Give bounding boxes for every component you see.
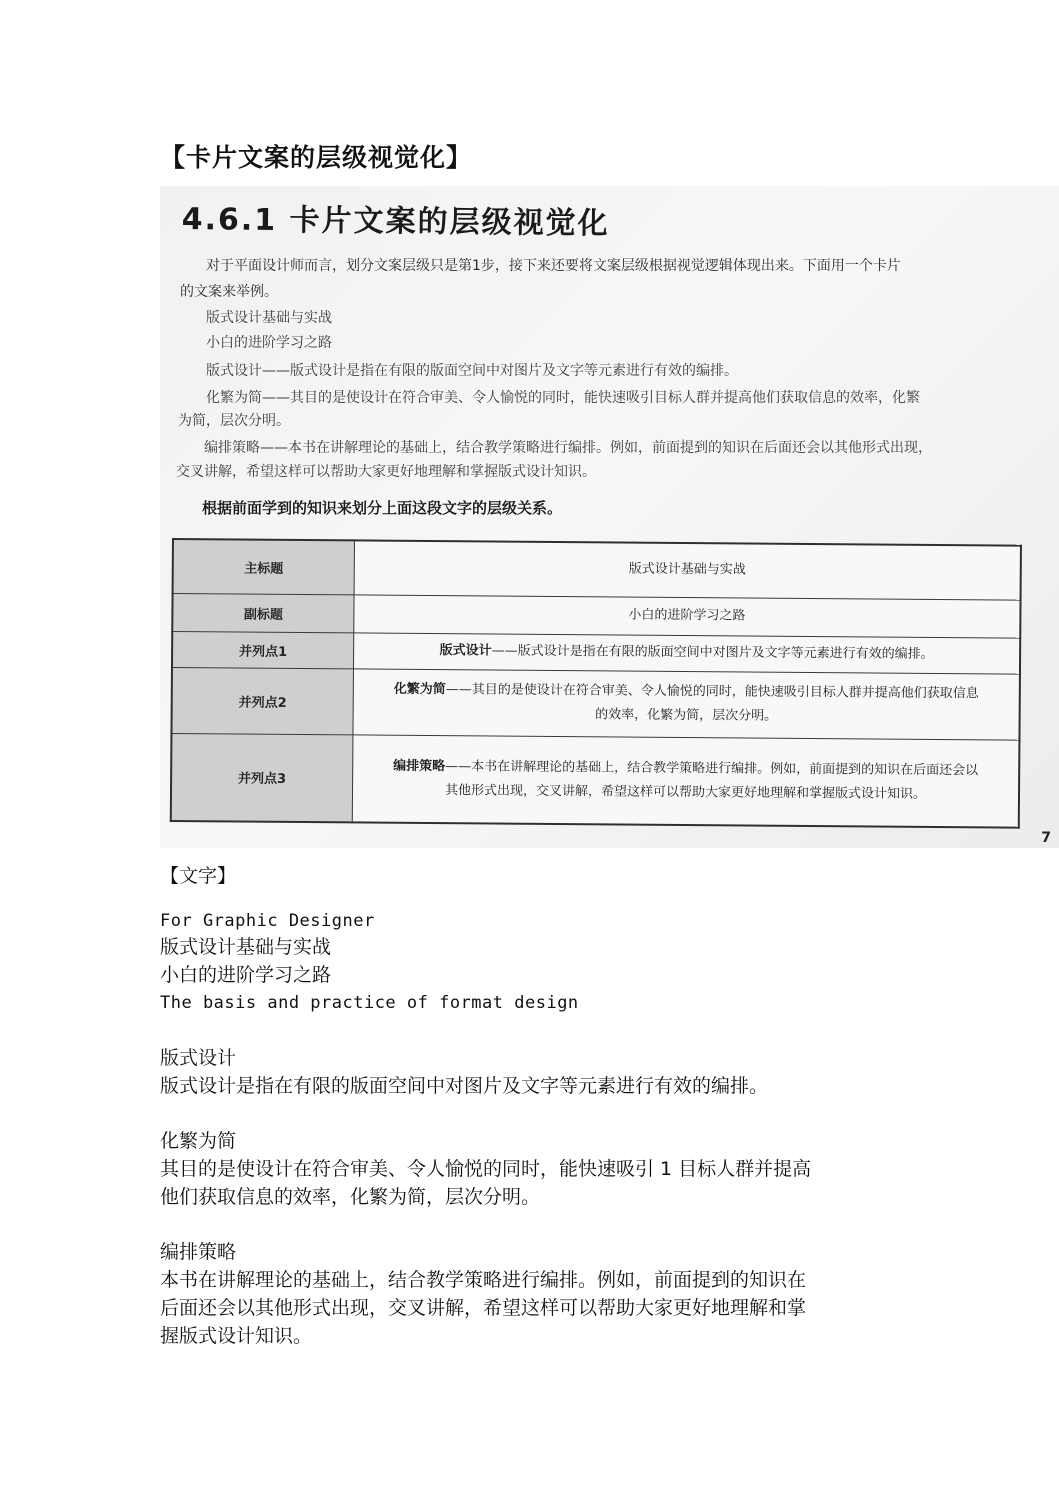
table-row (172, 593, 1020, 638)
item-3-body-line-2: 后面还会以其他形式出现，交叉讲解，希望这样可以帮助大家更好地理解和掌 (160, 1297, 807, 1319)
item-1-title: 版式设计 (160, 1047, 237, 1069)
list-point-1: 版式设计——版式设计是指在有限的版面空间中对图片及文字等元素进行有效的编排。 (206, 363, 738, 379)
item-2-body-line-1: 其目的是使设计在符合审美、令人愉悦的同时，能快速吸引 1 目标人群并提高 (160, 1158, 812, 1180)
row-value (352, 734, 1019, 827)
list-point-3-line-2: 交叉讲解，希望这样可以帮助大家更好地理解和掌握版式设计知识。 (176, 464, 596, 480)
document-heading: 【卡片文案的层级视觉化】 (160, 143, 473, 172)
chinese-subtitle: 小白的进阶学习之路 (160, 964, 332, 986)
item-3-body-line-1: 本书在讲解理论的基础上，结合教学策略进行编排。例如，前面提到的知识在 (160, 1269, 807, 1291)
list-point-2-line-2: 为简，层次分明。 (178, 413, 290, 429)
row-text: ——本书在讲解理论的基础上，结合教学策略进行编排。例如，前面提到的知识在后面还会以 (445, 758, 979, 779)
list-point-3-line-1: 编排策略——本书在讲解理论的基础上，结合教学策略进行编排。例如，前面提到的知识在后面还会以其他形式出现， (204, 440, 932, 456)
row-label: 并列点2 (171, 667, 353, 734)
row-keyword: 编排策略 (393, 758, 446, 774)
item-3-title: 编排策略 (160, 1241, 237, 1263)
row-text: ——版式设计是指在有限的版面空间中对图片及文字等元素进行有效的编排。 (491, 643, 934, 662)
item-3-body-line-3: 握版式设计知识。 (160, 1325, 313, 1347)
row-keyword: 化繁为简 (393, 681, 446, 698)
row-text: 的效率，化繁为简，层次分明。 (595, 707, 778, 724)
table-row (171, 733, 1020, 828)
intro-line-1: 对于平面设计师而言，划分文案层级只是第1步，接下来还要将文案层级根据视觉逻辑体现出来。下面用一个卡片 (206, 258, 901, 274)
item-2-body-line-2: 他们获取信息的效率，化繁为简，层次分明。 (160, 1186, 541, 1208)
row-value (353, 632, 1020, 673)
english-title: For Graphic Designer (160, 911, 375, 931)
table-row (173, 539, 1021, 600)
intro-line-2: 的文案来举例。 (180, 284, 278, 300)
prompt-line: 根据前面学到的知识来划分上面这段文字的层级关系。 (202, 499, 563, 517)
list-sub-title: 小白的进阶学习之路 (206, 335, 332, 351)
list-main-title: 版式设计基础与实战 (206, 310, 332, 326)
hierarchy-table (170, 538, 1022, 829)
section-title: 4.6.1 卡片文案的层级视觉化 (181, 201, 610, 242)
book-page-photo (160, 186, 1059, 848)
row-value: 小白的进阶学习之路 (354, 594, 1021, 637)
row-text: ——其目的是使设计在符合审美、令人愉悦的同时，能快速吸引目标人群并提高他们获取信息 (445, 682, 979, 702)
list-point-2-line-1: 化繁为简——其目的是使设计在符合审美、令人愉悦的同时，能快速吸引目标人群并提高他们获取信息的效率，化繁 (206, 390, 920, 406)
row-text: 其他形式出现，交叉讲解，希望这样可以帮助大家更好地理解和掌握版式设计知识。 (444, 782, 927, 802)
row-value: 版式设计基础与实战 (354, 540, 1021, 599)
text-section-label: 【文字】 (160, 865, 237, 887)
table-row (171, 667, 1019, 740)
row-label: 副标题 (172, 593, 354, 632)
row-label: 并列点1 (172, 631, 354, 668)
item-2-title: 化繁为简 (160, 1130, 237, 1152)
chinese-title: 版式设计基础与实战 (160, 936, 332, 958)
row-label: 主标题 (173, 539, 355, 594)
row-value (353, 668, 1020, 739)
page-number: 7 (1041, 830, 1051, 846)
english-subtitle: The basis and practice of format design (160, 993, 579, 1013)
row-label: 并列点3 (171, 733, 353, 822)
row-keyword: 版式设计 (439, 643, 492, 659)
item-1-body: 版式设计是指在有限的版面空间中对图片及文字等元素进行有效的编排。 (160, 1075, 769, 1097)
